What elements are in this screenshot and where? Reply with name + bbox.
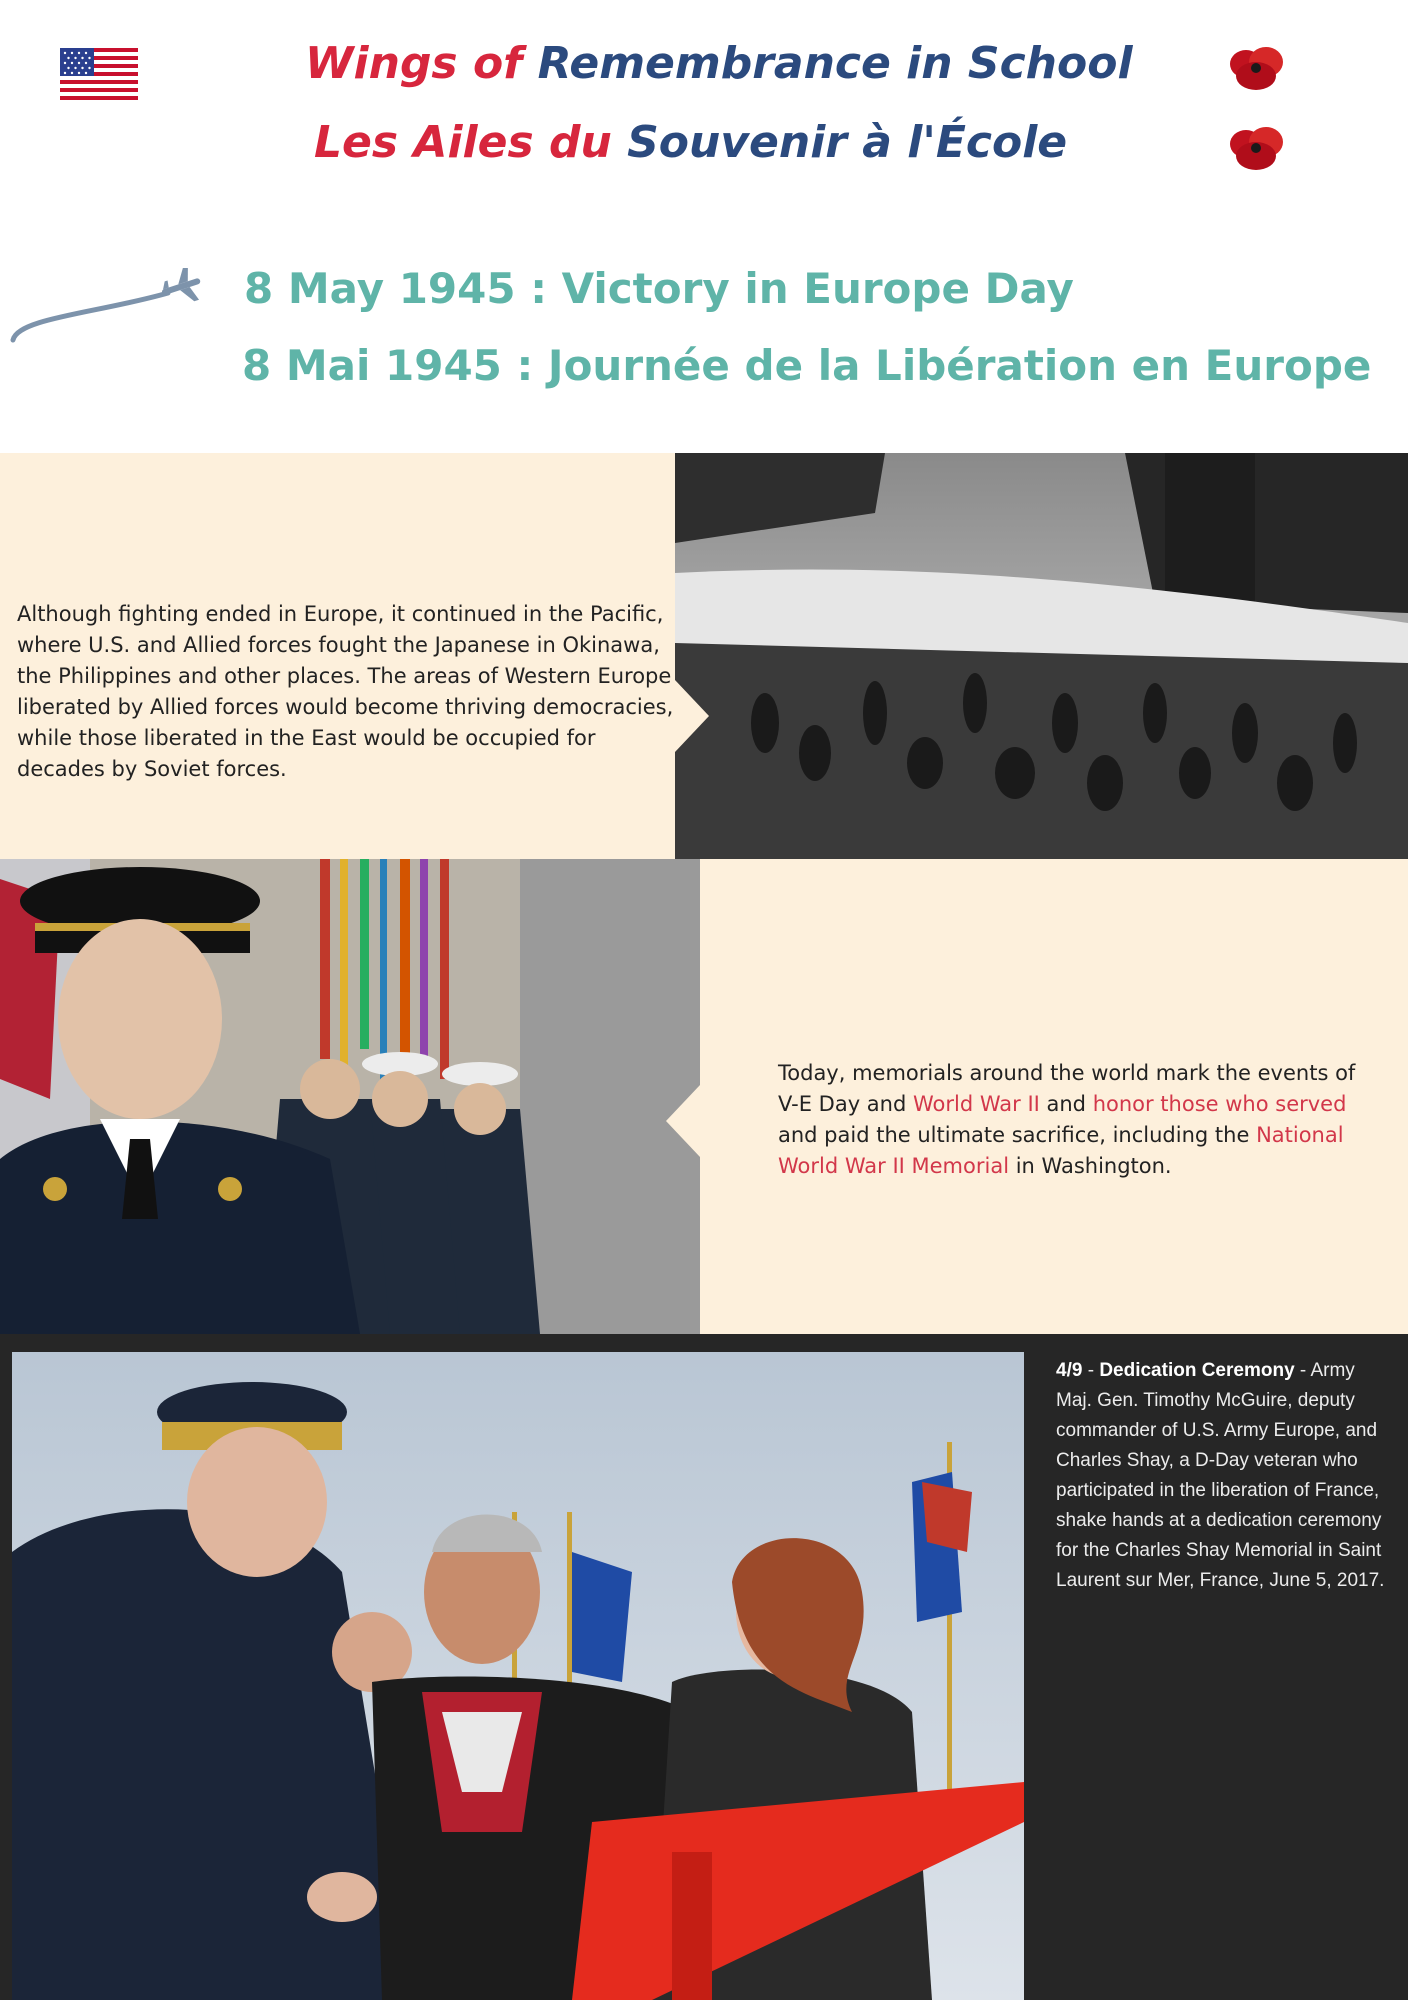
us-flag-icon [60,48,138,100]
page-title-english [305,38,1133,89]
section1-text: Although fighting ended in Europe, it continued in the Pacific, where U.S. and Allied forces fought the Japanese in Okinawa, the Philippines and other places. The areas of Western Europe liberated by Allied forces would become thriving democracies, while those liberated in the East would be occupied for decades by Soviet forces. [17,602,674,781]
section2-text-part1: Today, memorials around the world mark the events of V-E Day and [778,1061,1356,1116]
link-national-wwii-memorial[interactable]: National World War II Memorial [778,1123,1344,1178]
photo-caption [1056,1356,1386,1596]
beach-landing-photo [675,453,1408,859]
section2-pointer [666,1085,700,1157]
section2-text-part3: and paid the ultimate sacrifice, including the [778,1123,1257,1147]
poppy-icon [1228,122,1286,174]
section2-text [778,1058,1378,1182]
section2-text-part2: and [1039,1092,1093,1116]
section2-text-part4: in Washington. [1009,1154,1172,1178]
section1-pointer [675,680,709,752]
honor-guard-photo [0,859,700,1334]
date-heading-french: 8 Mai 1945 : Journée de la Libération en Europe [242,341,1372,390]
caption-index: 4/9 [1056,1360,1083,1381]
title-en-part2: Remembrance in School [537,38,1133,89]
date-heading-english: 8 May 1945 : Victory in Europe Day [244,264,1074,313]
link-world-war-ii[interactable]: World War II [912,1092,1040,1116]
dedication-ceremony-photo [12,1352,1024,2000]
title-en-part1: Wings of [305,38,523,89]
page-title-french [314,117,1068,168]
caption-text: - Army Maj. Gen. Timothy McGuire, deputy commander of U.S. Army Europe, and Charles Shay, a D-Day veteran who participated in the liberation of France, shake hands at a dedication ceremony for the Charles Shay Memorial in Saint Laurent sur Mer, France, June 5, 2017. [1056,1360,1385,1591]
airplane-icon [8,268,208,348]
caption-separator: - [1082,1360,1100,1381]
title-fr-part1: Les Ailes du [314,117,612,168]
link-honor-those-who-served[interactable]: honor those who served [1092,1092,1347,1116]
poppy-icon [1228,42,1286,94]
title-fr-part2: Souvenir à l'École [627,117,1068,168]
caption-title: Dedication Ceremony [1099,1360,1295,1381]
